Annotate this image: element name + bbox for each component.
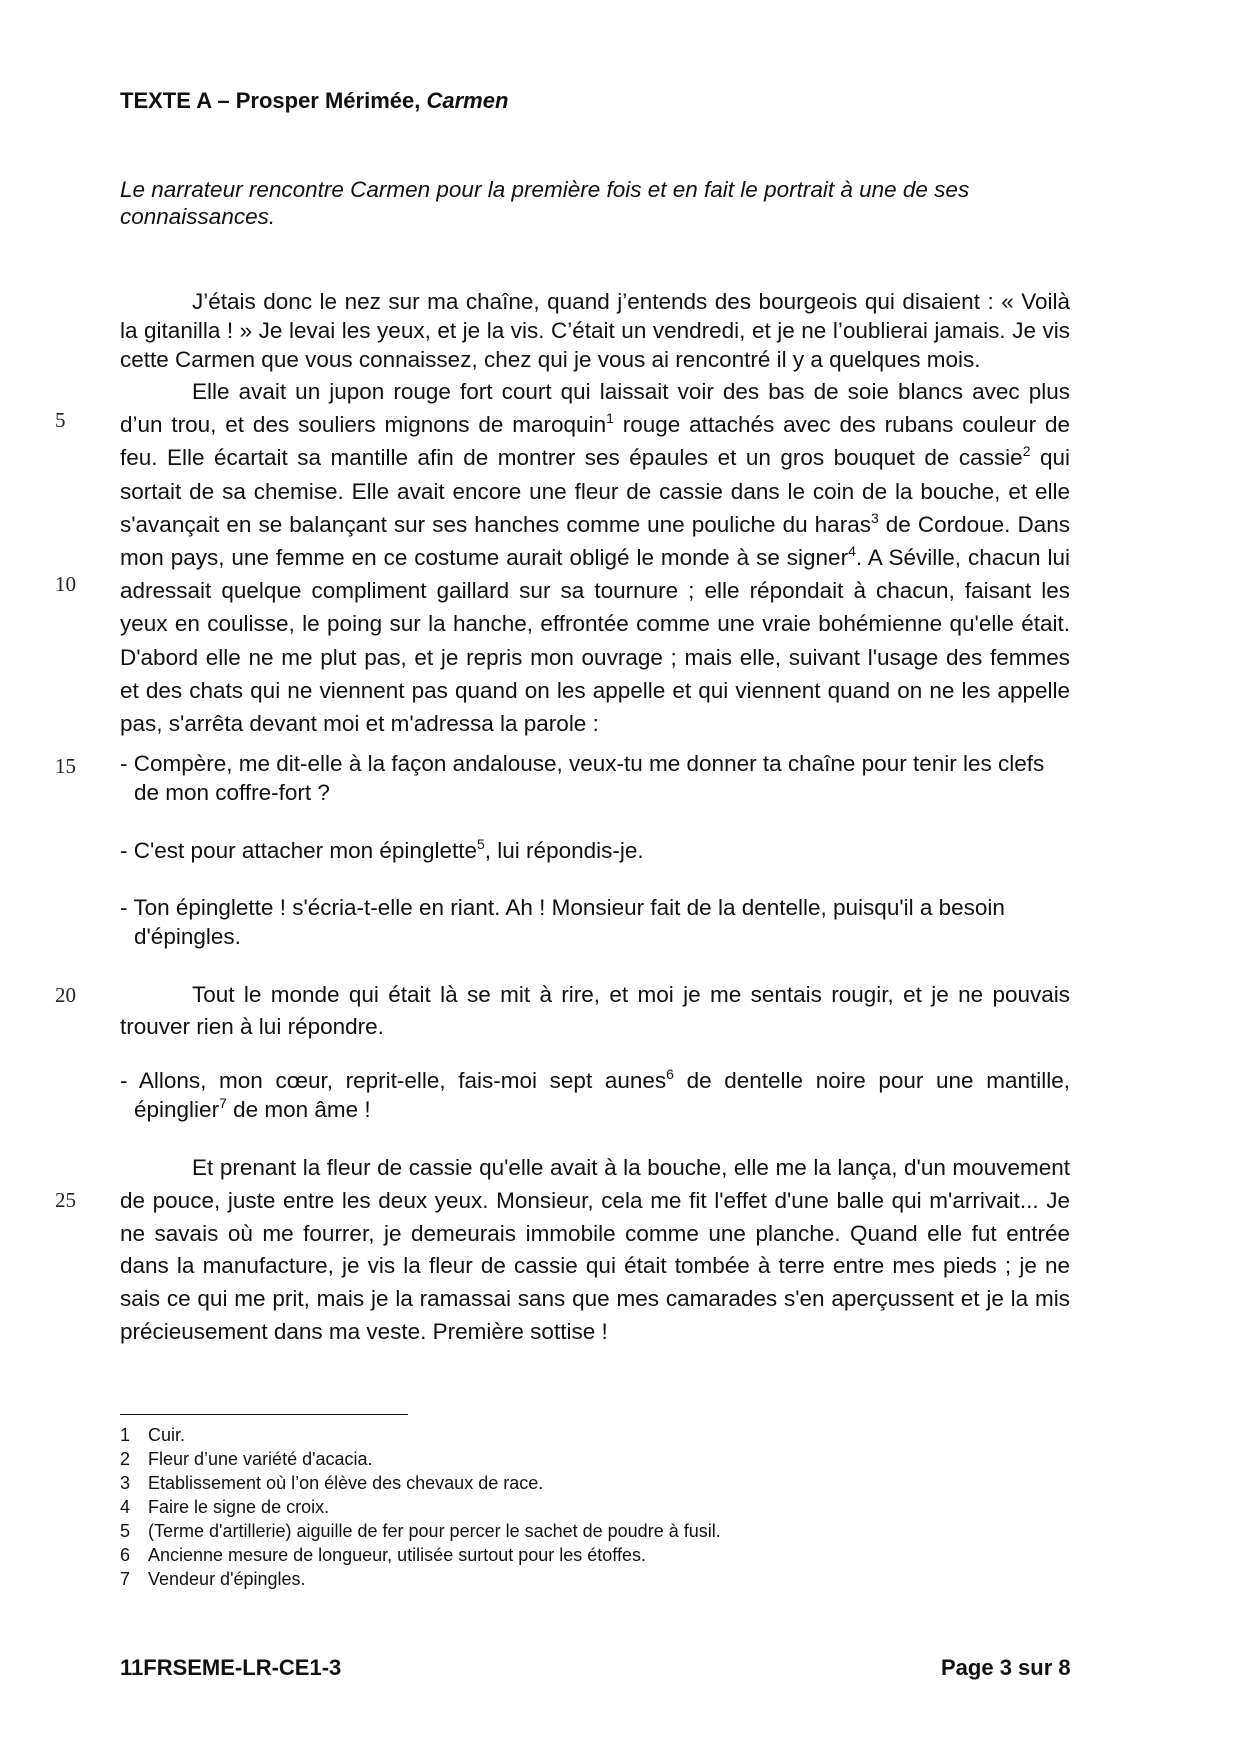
footnote: 2 Fleur d’une variété d'acacia. bbox=[120, 1449, 373, 1469]
paragraph-4: Et prenant la fleur de cassie qu'elle avait à la bouche, elle me la lança, d'un mouvement de pouce, juste entre les deux yeux. Monsieur, cela me fit l'effet d'une balle qui m'arrivait... Je ne savais où me fourrer, je demeurais immobile comme une planche. Quand elle fut entrée dans la manufacture, je vis la fleur de cassie qui était tombée à terre entre mes pieds ; je ne sais ce qui me prit, mais je la ramassai sans que mes camarades s'en aperçussent et je la mis précieusement dans ma veste. Première sottise ! bbox=[120, 1155, 1070, 1344]
footnote-ref: 4 bbox=[848, 543, 856, 560]
dialogue-2: - C'est pour attacher mon épinglette$^5$, lui répondis-je. bbox=[120, 836, 644, 863]
footnote-ref: 1 bbox=[606, 410, 614, 427]
footnote: 7 Vendeur d'épingles. bbox=[120, 1569, 306, 1589]
page-number: Page 3 sur 8 bbox=[941, 1655, 1071, 1680]
document-code: 11FRSEME-LR-CE1-3 bbox=[120, 1655, 342, 1680]
paragraph-1: J’étais donc le nez sur ma chaîne, quand j’entends des bourgeois qui disaient : « Voilà la gitanilla ! » Je levai les yeux, et je la vis. C’était un vendredi, et je ne l’oublierai jamais. Je vis cette Carmen que vous connaissez, chez qui je vous ai rencontré il y a quelques mois. bbox=[120, 289, 1070, 372]
line-number: 25 bbox=[55, 1188, 76, 1212]
title-work: Carmen bbox=[426, 88, 509, 113]
line-number: 5 bbox=[55, 408, 66, 432]
line-number: 15 bbox=[55, 754, 76, 778]
footnote: 3 Etablissement où l’on élève des chevaux de race. bbox=[120, 1473, 544, 1493]
page-title bbox=[120, 88, 508, 114]
footnote-ref: 2 bbox=[1022, 443, 1031, 460]
paragraph-2: Elle avait un jupon rouge fort court qui laissait voir des bas de soie blancs avec plus d’un trou, et des souliers mignons de maroquin$^1$ rouge attachés avec des rubans couleur de feu. Elle écartait sa mantille afin de montrer ses épaules et un gros bouquet de cassie$^2$ qui sortait de sa chemise. Elle avait encore une fleur de cassie dans le coin de la bouche, et elle s'avançait en se balançant sur ses hanches comme une pouliche du haras$^3$ de Cordoue. Dans mon pays, une femme en ce costume aurait obligé le monde à se signer$^4$. A Séville, chacun lui adressait quelque compliment gaillard sur sa tournure ; elle répondait à chacun, faisant les yeux en coulisse, le poing sur la hanche, effrontée comme une vraie bohémienne qu'elle était. D'abord elle ne me plut pas, et je repris mon ouvrage ; mais elle, suivant l'usage des femmes et des chats qui ne viennent pas quand on les appelle et qui viennent quand on ne les appelle pas, s'arrêta devant moi et m'adressa la parole : bbox=[120, 379, 1070, 737]
line-number: 10 bbox=[55, 572, 76, 596]
intro-text: Le narrateur rencontre Carmen pour la première fois et en fait le portrait à une de ses connaissances. bbox=[120, 177, 970, 229]
dialogue-1: - Compère, me dit-elle à la façon andalouse, veux-tu me donner ta chaîne pour tenir les clefs de mon coffre-fort ? bbox=[120, 751, 1045, 805]
footnote-separator bbox=[120, 1414, 408, 1415]
title-prefix: TEXTE A – Prosper Mérimée, bbox=[120, 88, 427, 113]
footnote: 5 (Terme d'artillerie) aiguille de fer pour percer le sachet de poudre à fusil. bbox=[120, 1521, 721, 1541]
dialogue-3: - Ton épinglette ! s'écria-t-elle en riant. Ah ! Monsieur fait de la dentelle, puisqu'il a besoin d'épingles. bbox=[120, 895, 1005, 949]
footnote-ref: 6 bbox=[666, 1066, 674, 1082]
footnote: 6 Ancienne mesure de longueur, utilisée surtout pour les étoffes. bbox=[120, 1545, 646, 1565]
dialogue-4: - Allons, mon cœur, reprit-elle, fais-moi sept aunes$^6$ de dentelle noire pour une mantille, épinglier$^7$ de mon âme ! bbox=[120, 1066, 1070, 1122]
footnote: 4 Faire le signe de croix. bbox=[120, 1497, 330, 1517]
footnote-ref: 7 bbox=[219, 1095, 227, 1111]
footnote-ref: 5 bbox=[477, 836, 485, 852]
footnote: 1 Cuir. bbox=[120, 1425, 186, 1445]
footnote-ref: 3 bbox=[870, 509, 879, 526]
line-number: 20 bbox=[55, 983, 76, 1007]
paragraph-3: Tout le monde qui était là se mit à rire, et moi je me sentais rougir, et je ne pouvais trouver rien à lui répondre. bbox=[120, 982, 1070, 1039]
